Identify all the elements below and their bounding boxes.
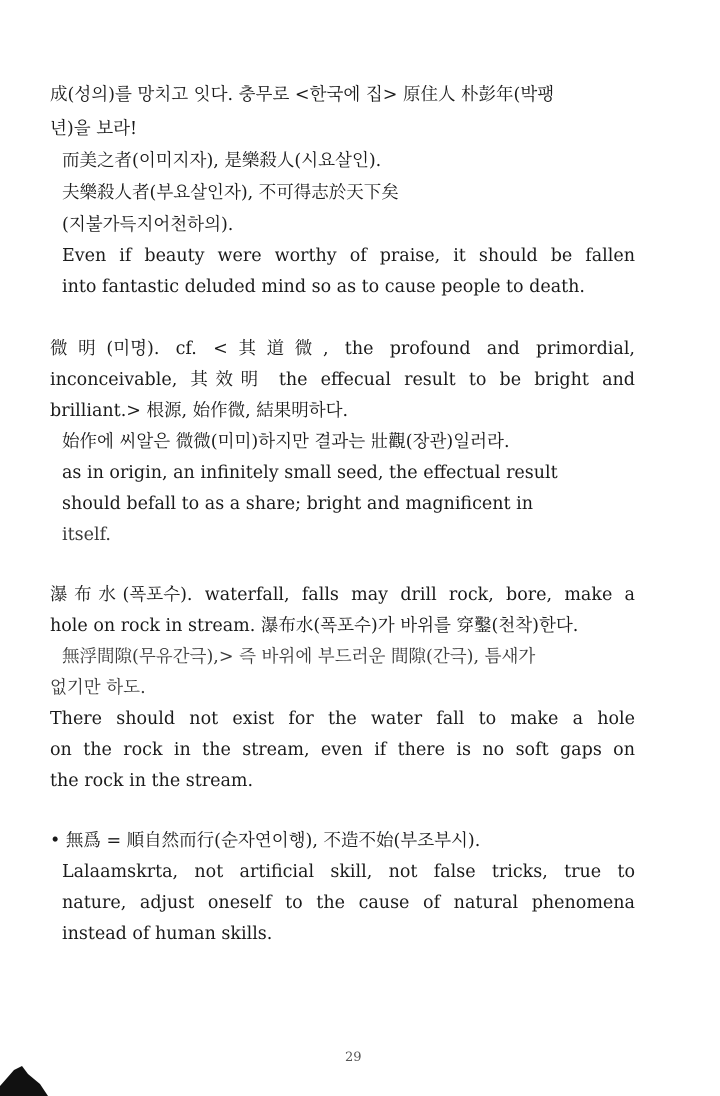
english-line: Lalaamskrta, not artificial skill, not false tricks, true to <box>62 862 635 882</box>
text-line: 成(성의)를 망치고 잇다. 충무로 <한국에 집> 原住人 朴彭年(박팽 <box>50 85 555 105</box>
scan-corner-shape <box>0 1056 50 1096</box>
text-line: 瀑布水(폭포수). waterfall, falls may drill rock, bore, make a <box>50 585 635 605</box>
text-line: 始作에 씨알은 微微(미미)하지만 결과는 壯觀(장관)일러라. <box>62 432 510 452</box>
text-line: 없기만 하도. <box>50 678 146 698</box>
english-line: as in origin, an infinitely small seed, the effectual result <box>62 463 558 483</box>
english-line: nature, adjust oneself to the cause of natural phenomena <box>62 893 635 913</box>
text-line: 無浮間隙(무유간극),> 즉 바위에 부드러운 間隙(간극), 틈새가 <box>62 647 536 667</box>
page-number: 29 <box>345 1050 362 1065</box>
text-line: 년)을 보라! <box>50 119 138 139</box>
english-line: into fantastic deluded mind so as to cause people to death. <box>62 277 585 297</box>
text-line: 微明(미명). cf. <其道微, the profound and primordial, <box>50 339 635 359</box>
english-line: instead of human skills. <box>62 924 273 944</box>
english-line: itself. <box>62 525 111 545</box>
text-line: brilliant.> 根源, 始作微, 結果明하다. <box>50 401 349 421</box>
text-line: 而美之者(이미지자), 是樂殺人(시요살인). <box>62 151 382 171</box>
text-line: 夫樂殺人者(부요살인자), 不可得志於天下矣 <box>62 183 399 203</box>
english-line: the rock in the stream. <box>50 771 254 791</box>
english-line: should befall to as a share; bright and magnificent in <box>62 494 533 514</box>
english-line: There should not exist for the water fall to make a hole <box>50 709 635 729</box>
text-line: (지불가득지어천하의). <box>62 215 234 235</box>
text-line: hole on rock in stream. 瀑布水(폭포수)가 바위를 穿鑿(천착)한다. <box>50 616 579 636</box>
english-line: on the rock in the stream, even if there is no soft gaps on <box>50 740 635 760</box>
text-line: inconceivable, 其效明 the effecual result to be bright and <box>50 370 635 390</box>
english-line: Even if beauty were worthy of praise, it should be fallen <box>62 246 635 266</box>
text-line: • 無爲 = 順自然而行(순자연이행), 不造不始(부조부시). <box>50 831 481 851</box>
